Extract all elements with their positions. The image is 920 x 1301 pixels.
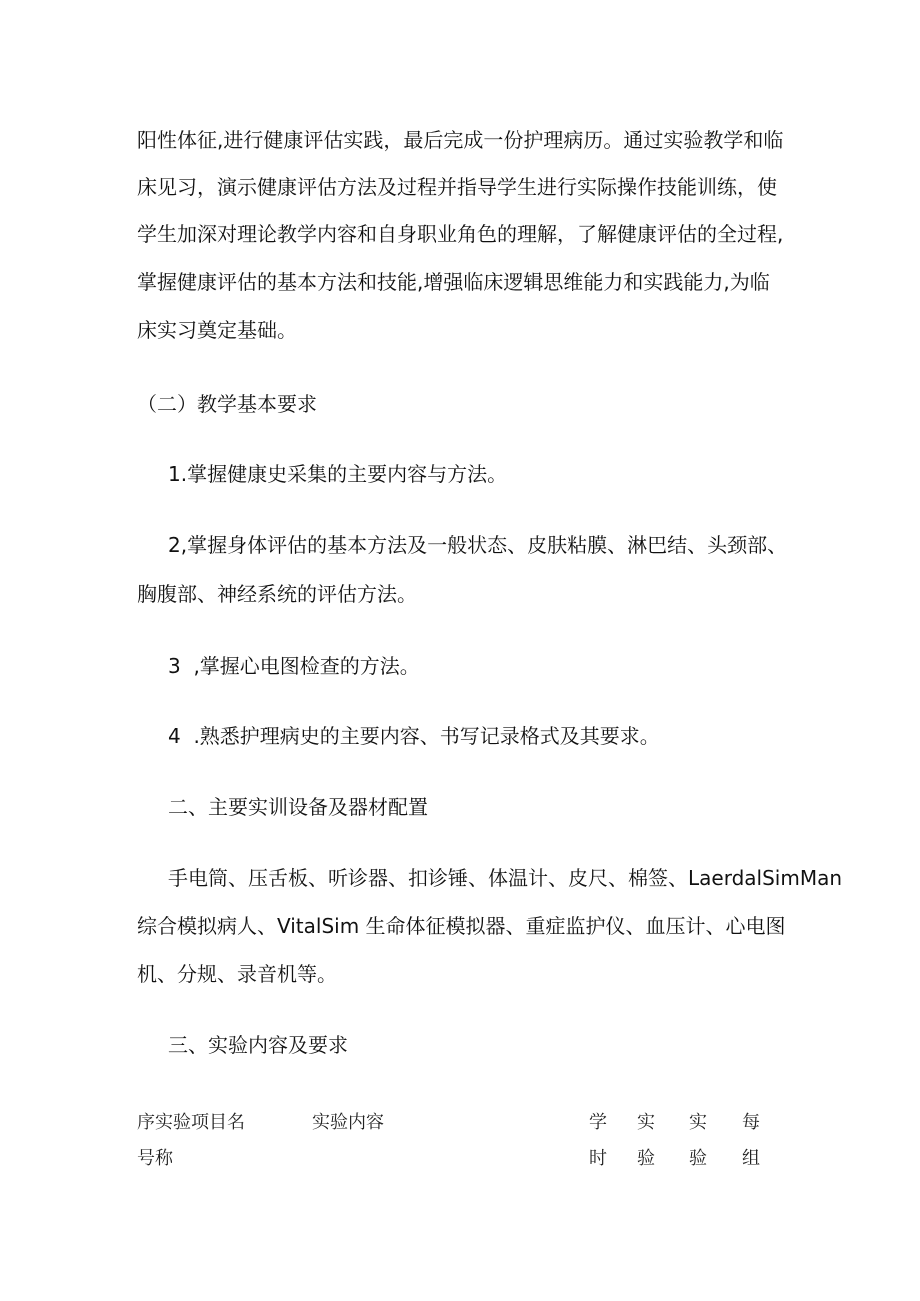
table-header-col-per-group: 组: [742, 1148, 760, 1169]
table-header-col-index-name: 序实验项目名: [137, 1112, 245, 1133]
requirement-item: 1.掌握健康史采集的主要内容与方法。: [168, 462, 508, 486]
paragraph-line: 掌握健康评估的基本方法和技能,增强临床逻辑思维能力和实践能力,为临: [137, 270, 770, 294]
equipment-line: 综合模拟病人、VitalSim 生命体征模拟器、重症监护仪、血压计、心电图: [137, 914, 786, 938]
requirement-item: 4 .熟悉护理病史的主要内容、书写记录格式及其要求。: [168, 724, 660, 748]
paragraph-line: 学生加深对理论教学内容和自身职业角色的理解，了解健康评估的全过程,: [137, 222, 784, 246]
table-header-col-content: 实验内容: [312, 1112, 384, 1133]
equipment-line: 机、分规、录音机等。: [137, 962, 337, 986]
equipment-line: 手电筒、压舌板、听诊器、扣诊锤、体温计、皮尺、棉签、LaerdalSimMan: [168, 866, 843, 890]
section-heading: 三、实验内容及要求: [168, 1033, 348, 1057]
paragraph-line: 床见习，演示健康评估方法及过程并指导学生进行实际操作技能训练，使: [137, 175, 777, 199]
requirement-item: 2,掌握身体评估的基本方法及一般状态、皮肤粘膜、淋巴结、头颈部、: [168, 533, 788, 557]
table-header-col-hours: 学: [589, 1112, 607, 1133]
paragraph-line: 床实习奠定基础。: [137, 318, 297, 342]
paragraph-line: 阳性体征,进行健康评估实践，最后完成一份护理病历。通过实验教学和临: [137, 128, 784, 152]
table-header-col-exp-a: 验: [637, 1148, 655, 1169]
table-header-col-exp-b: 验: [689, 1148, 707, 1169]
requirement-item-continued: 胸腹部、神经系统的评估方法。: [137, 582, 417, 606]
section-heading: 二、主要实训设备及器材配置: [168, 795, 428, 819]
section-heading: （二）教学基本要求: [137, 392, 317, 416]
table-header-col-exp-a: 实: [637, 1112, 655, 1133]
table-header-col-per-group: 每: [742, 1112, 760, 1133]
table-header-col-exp-b: 实: [689, 1112, 707, 1133]
requirement-item: 3 ,掌握心电图检查的方法。: [168, 654, 420, 678]
table-header-col-hours: 时: [589, 1148, 607, 1169]
table-header-col-index-name-cont: 号称: [137, 1148, 173, 1169]
